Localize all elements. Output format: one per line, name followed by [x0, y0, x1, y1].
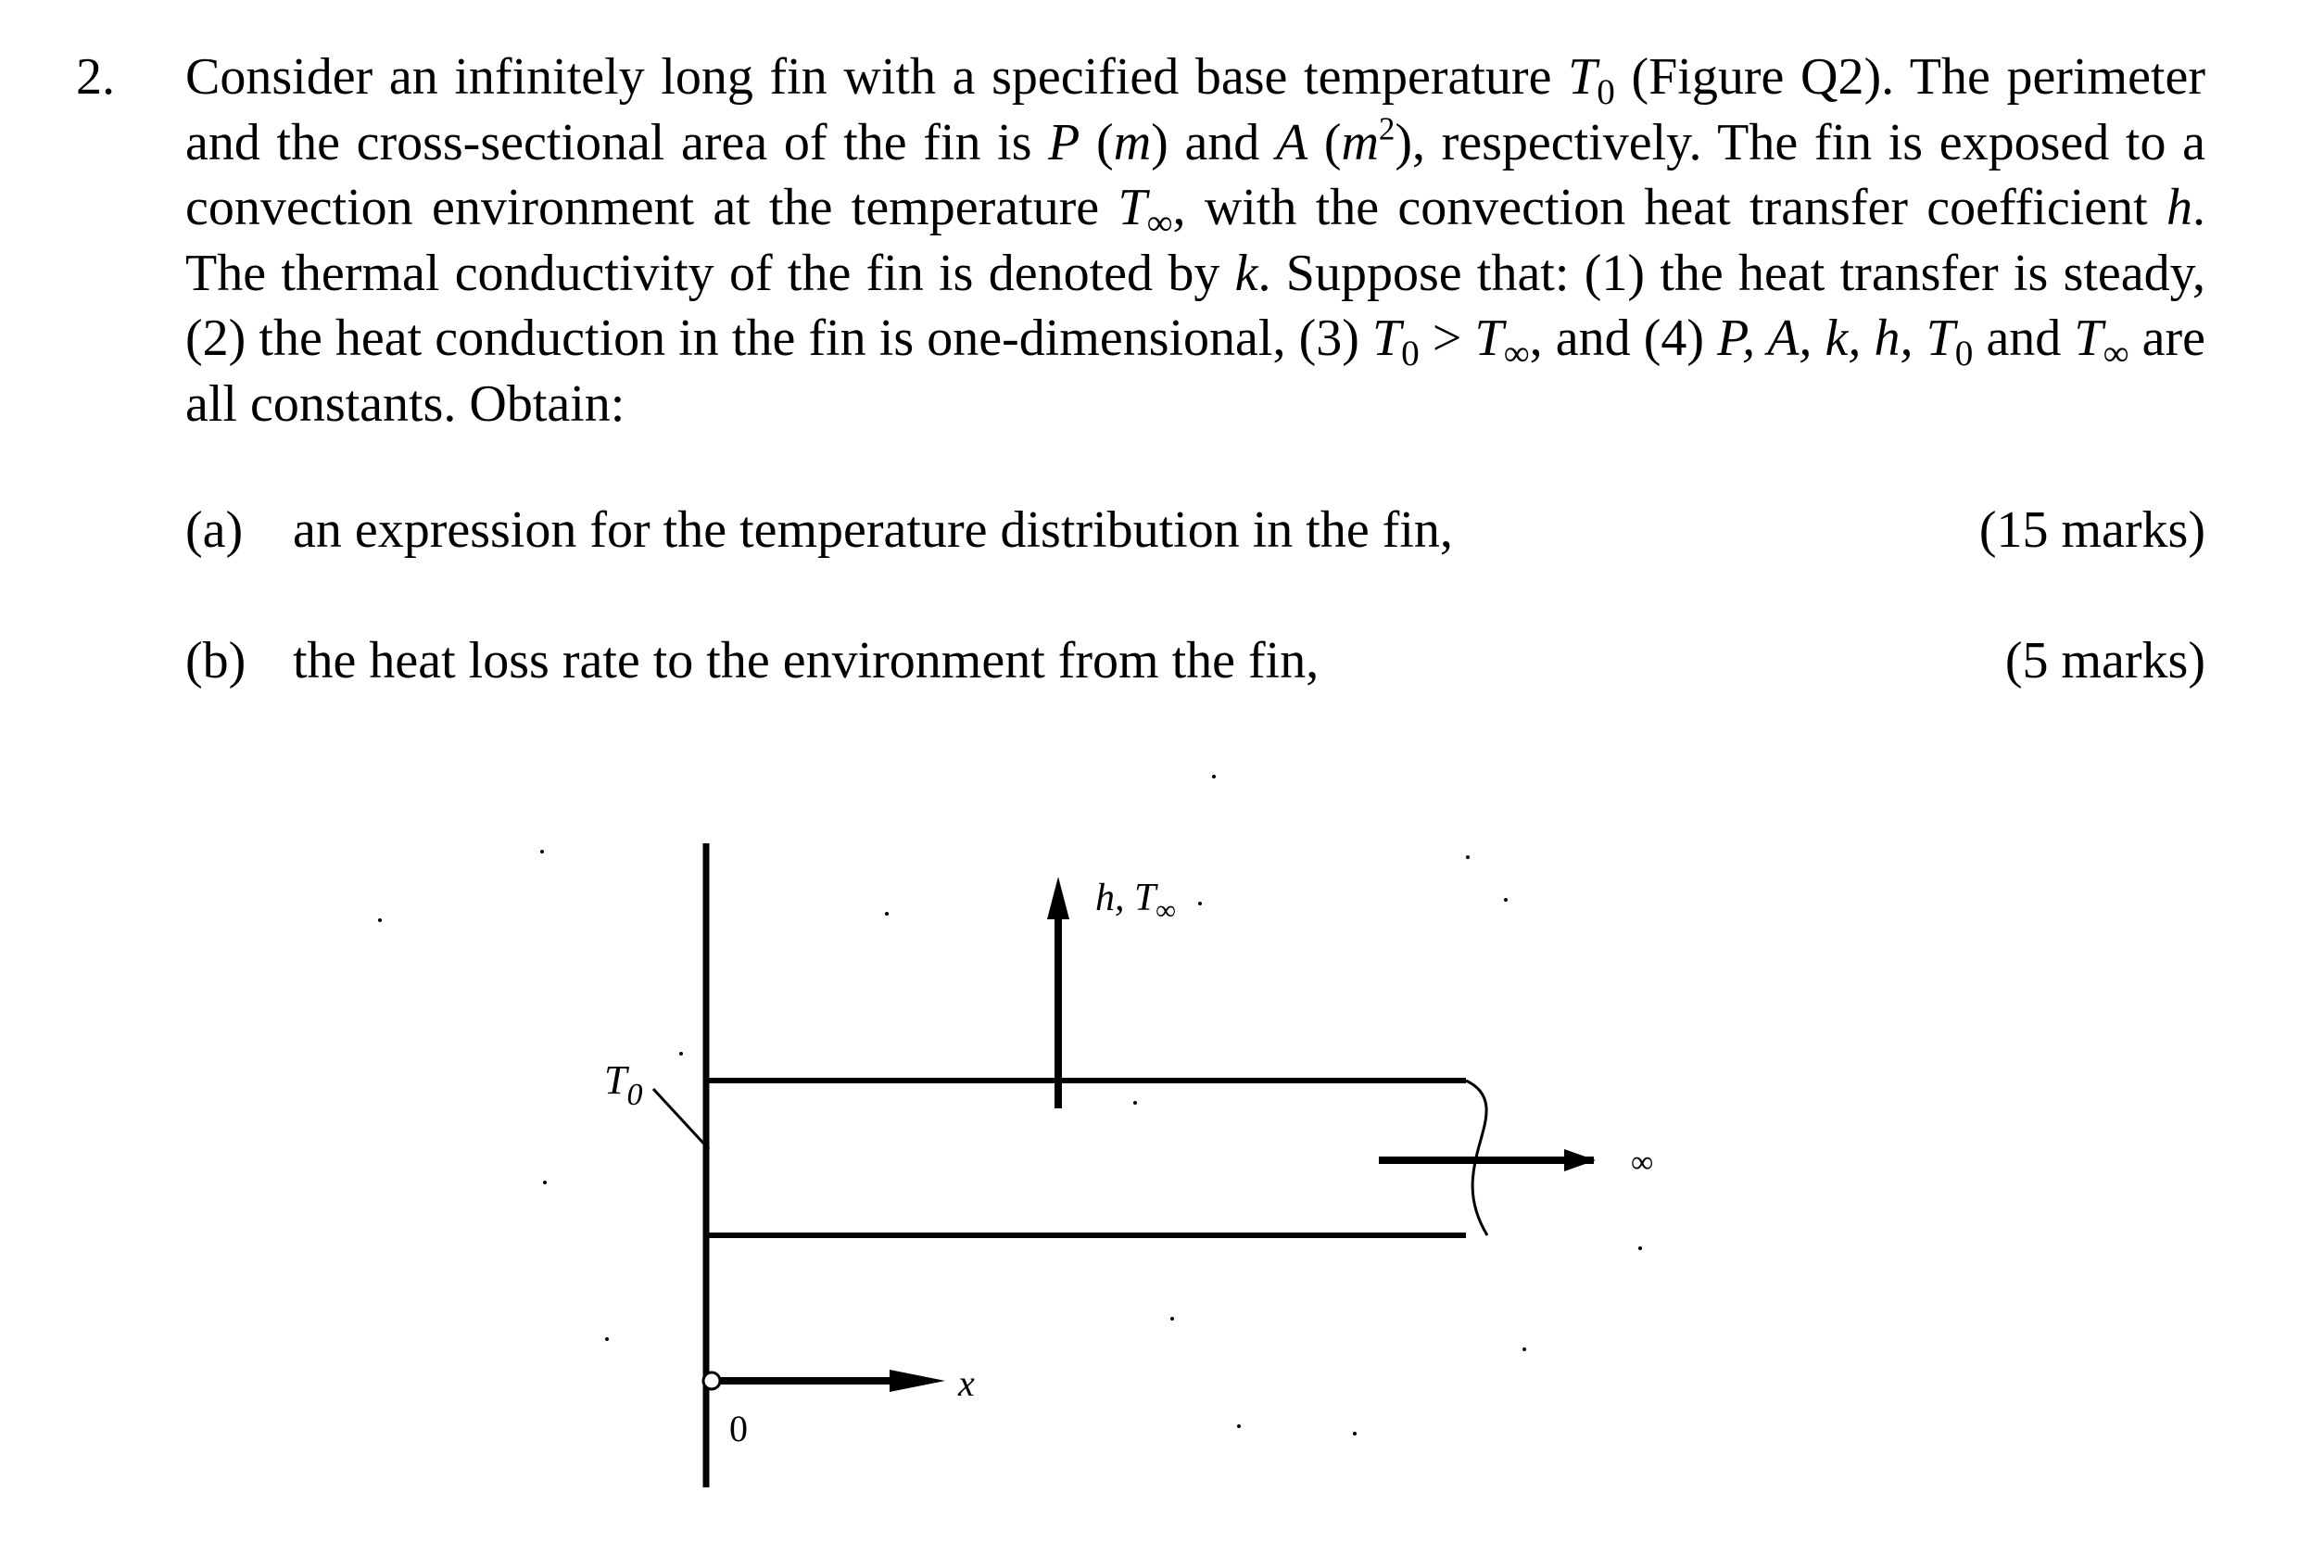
x-axis-label: x: [958, 1362, 975, 1404]
part-a-label: (a): [185, 501, 244, 559]
part-b-text: the heat loss rate to the environment from the fin,: [293, 632, 1320, 689]
base-temp-leader: [653, 1089, 709, 1149]
convection-label: h, $T_\infty$: [1095, 877, 1176, 926]
infinity-arrowhead: [1564, 1149, 1596, 1171]
convection-arrowhead: [1047, 877, 1069, 919]
part-a-text: an expression for the temperature distribution in the fin,: [293, 501, 1453, 559]
question-number: 2.: [76, 48, 115, 106]
part-b-marks: (5 marks): [2004, 632, 2205, 689]
question-paragraph: Consider an infinitely long fin with a specified base temperature $T_0$ (Figure Q2). The perimeter and the cross-sectional area of the fin is P (m) and A $(m^2)$, respectively. The fin is exposed to a convection environment at the temperature $T_\infty$, with the convection heat transfer coefficient h. The thermal conductivity of the fin is denoted by k. Suppose that: (1) the heat transfer is steady, (2) the heat conduction in the fin is one-dimensional, (3) $T_0 > T_\infty$, and (4) P, A, k, h, $T_0$ and $T_\infty$ are all constants. Obtain:: [185, 48, 2205, 433]
origin-marker: [703, 1372, 720, 1389]
infinity-label: ∞: [1631, 1145, 1654, 1180]
x-axis-arrowhead: [890, 1370, 945, 1392]
part-b-label: (b): [185, 632, 246, 689]
base-temp-label: $T_0$: [604, 1057, 643, 1112]
part-a-marks: (15 marks): [1978, 501, 2205, 559]
scan-speckles: [378, 775, 1642, 1435]
origin-label: 0: [729, 1408, 748, 1449]
